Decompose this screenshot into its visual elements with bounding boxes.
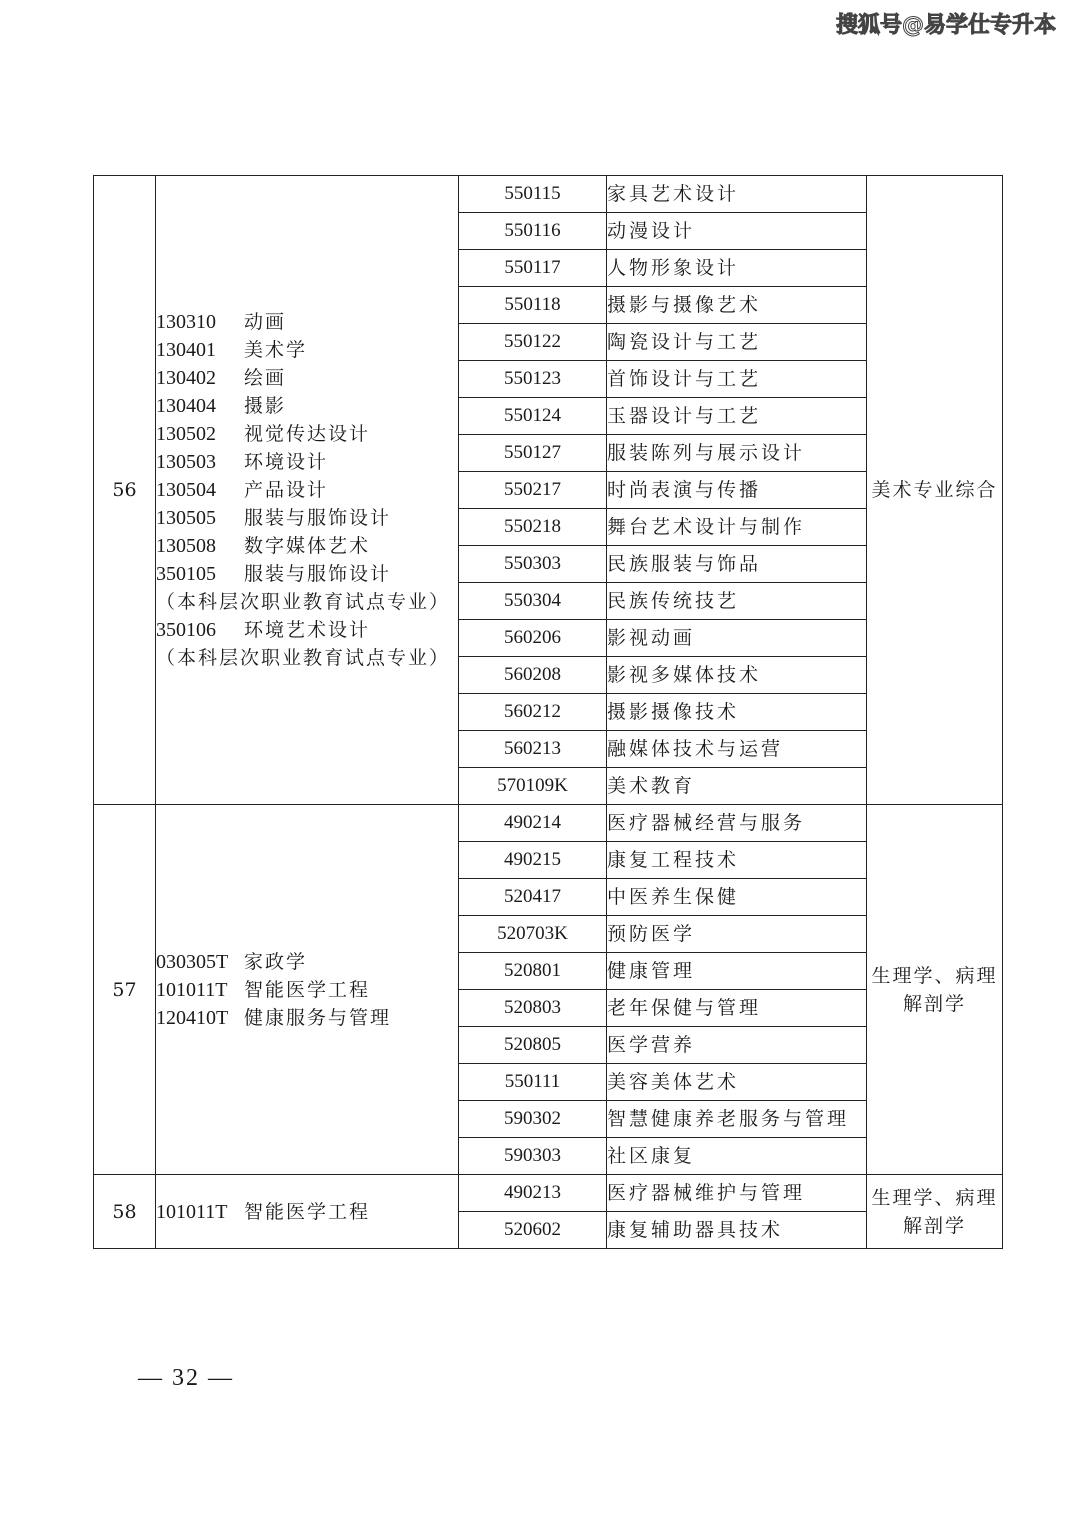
vocational-major-code: 560208 <box>459 657 607 694</box>
vocational-major-code: 550304 <box>459 583 607 620</box>
undergrad-major-item <box>156 392 458 420</box>
undergrad-major-item <box>156 948 458 976</box>
watermark-text: 搜狐号@易学仕专升本 <box>835 13 1056 38</box>
undergrad-major-code: 101011T <box>156 1200 228 1223</box>
undergrad-major-name: 健康服务与管理 <box>244 1006 392 1029</box>
undergrad-majors-cell <box>156 176 459 805</box>
exam-subject: 美术专业综合 <box>867 176 1003 805</box>
undergrad-major-name: 产品设计 <box>244 479 329 501</box>
vocational-major-name: 陶瓷设计与工艺 <box>607 324 867 361</box>
vocational-major-code: 590303 <box>459 1138 607 1175</box>
vocational-major-name: 影视多媒体技术 <box>607 657 867 694</box>
undergrad-major-name: 服装与服饰设计 <box>244 563 392 585</box>
undergrad-major-code: 130401 <box>156 339 216 361</box>
undergrad-major-code: 130404 <box>156 395 216 417</box>
group-number: 56 <box>94 176 156 805</box>
vocational-major-code: 550115 <box>459 176 607 213</box>
vocational-major-name: 影视动画 <box>607 620 867 657</box>
undergrad-major-code: 030305T <box>156 950 229 973</box>
undergrad-major-code: 130502 <box>156 423 216 445</box>
vocational-major-name: 家具艺术设计 <box>607 176 867 213</box>
vocational-major-name: 民族传统技艺 <box>607 583 867 620</box>
exam-subject: 生理学、病理解剖学 <box>867 805 1003 1175</box>
vocational-major-name: 医疗器械维护与管理 <box>607 1175 867 1212</box>
undergrad-major-item <box>156 308 458 336</box>
table-row <box>94 1175 1003 1212</box>
vocational-major-name: 智慧健康养老服务与管理 <box>607 1101 867 1138</box>
undergrad-majors-cell <box>156 1175 459 1249</box>
vocational-major-name: 预防医学 <box>607 916 867 953</box>
undergrad-major-item <box>156 976 458 1004</box>
undergrad-major-name: 服装与服饰设计 <box>244 507 392 529</box>
vocational-major-name: 首饰设计与工艺 <box>607 361 867 398</box>
vocational-major-code: 550117 <box>459 250 607 287</box>
undergrad-major-item <box>156 616 458 644</box>
exam-subject: 生理学、病理解剖学 <box>867 1175 1003 1249</box>
vocational-major-name: 舞台艺术设计与制作 <box>607 509 867 546</box>
vocational-major-code: 550123 <box>459 361 607 398</box>
undergrad-major-name: 环境艺术设计 <box>244 619 371 641</box>
vocational-major-code: 550122 <box>459 324 607 361</box>
vocational-major-name: 健康管理 <box>607 953 867 990</box>
undergrad-major-item <box>156 476 458 504</box>
undergrad-major-item <box>156 336 458 364</box>
undergrad-major-code: 130310 <box>156 311 216 333</box>
undergrad-major-name: 绘画 <box>244 367 287 389</box>
group-number: 58 <box>94 1175 156 1249</box>
group-number: 57 <box>94 805 156 1175</box>
vocational-major-name: 摄影摄像技术 <box>607 694 867 731</box>
vocational-major-name: 社区康复 <box>607 1138 867 1175</box>
undergrad-major-item <box>156 364 458 392</box>
vocational-major-code: 570109K <box>459 768 607 805</box>
undergrad-major-note: （本科层次职业教育试点专业） <box>156 647 451 669</box>
vocational-major-name: 融媒体技术与运营 <box>607 731 867 768</box>
undergrad-majors-cell <box>156 805 459 1175</box>
major-mapping-table <box>93 175 1003 1249</box>
vocational-major-name: 服装陈列与展示设计 <box>607 435 867 472</box>
vocational-major-code: 520703K <box>459 916 607 953</box>
undergrad-major-name: 数字媒体艺术 <box>244 535 371 557</box>
undergrad-major-code: 130508 <box>156 535 216 557</box>
vocational-major-code: 520805 <box>459 1027 607 1064</box>
vocational-major-code: 550124 <box>459 398 607 435</box>
vocational-major-code: 560212 <box>459 694 607 731</box>
vocational-major-name: 老年保健与管理 <box>607 990 867 1027</box>
vocational-major-name: 康复工程技术 <box>607 842 867 879</box>
vocational-major-code: 520602 <box>459 1212 607 1249</box>
undergrad-major-name: 智能医学工程 <box>244 978 371 1001</box>
vocational-major-code: 490214 <box>459 805 607 842</box>
undergrad-major-name: 摄影 <box>244 395 287 417</box>
vocational-major-code: 520803 <box>459 990 607 1027</box>
vocational-major-name: 时尚表演与传播 <box>607 472 867 509</box>
vocational-major-name: 民族服装与饰品 <box>607 546 867 583</box>
vocational-major-name: 动漫设计 <box>607 213 867 250</box>
undergrad-major-code: 350105 <box>156 563 216 585</box>
vocational-major-code: 590302 <box>459 1101 607 1138</box>
vocational-major-code: 490215 <box>459 842 607 879</box>
vocational-major-code: 550118 <box>459 287 607 324</box>
undergrad-major-name: 智能医学工程 <box>244 1200 371 1223</box>
undergrad-major-item <box>156 1004 458 1032</box>
undergrad-major-code: 350106 <box>156 619 216 641</box>
undergrad-major-code: 130505 <box>156 507 216 529</box>
vocational-major-code: 550218 <box>459 509 607 546</box>
table-row <box>94 805 1003 842</box>
undergrad-major-item <box>156 504 458 532</box>
vocational-major-name: 医学营养 <box>607 1027 867 1064</box>
undergrad-major-code: 130503 <box>156 451 216 473</box>
vocational-major-code: 560206 <box>459 620 607 657</box>
table-row <box>94 176 1003 213</box>
vocational-major-name: 玉器设计与工艺 <box>607 398 867 435</box>
vocational-major-name: 康复辅助器具技术 <box>607 1212 867 1249</box>
undergrad-major-name: 视觉传达设计 <box>244 423 371 445</box>
vocational-major-code: 560213 <box>459 731 607 768</box>
vocational-major-name: 中医养生保健 <box>607 879 867 916</box>
undergrad-major-item <box>156 420 458 448</box>
undergrad-major-name: 动画 <box>244 311 287 333</box>
vocational-major-code: 550127 <box>459 435 607 472</box>
vocational-major-code: 550217 <box>459 472 607 509</box>
undergrad-major-name: 环境设计 <box>244 451 329 473</box>
vocational-major-name: 美容美体艺术 <box>607 1064 867 1101</box>
undergrad-major-code: 120410T <box>156 1006 229 1029</box>
vocational-major-code: 550116 <box>459 213 607 250</box>
undergrad-major-code: 101011T <box>156 978 228 1001</box>
vocational-major-code: 550111 <box>459 1064 607 1101</box>
vocational-major-code: 490213 <box>459 1175 607 1212</box>
undergrad-major-item <box>156 532 458 560</box>
undergrad-major-item <box>156 560 458 588</box>
page-number: — 32 — <box>138 1365 234 1391</box>
vocational-major-code: 520417 <box>459 879 607 916</box>
vocational-major-name: 摄影与摄像艺术 <box>607 287 867 324</box>
vocational-major-code: 520801 <box>459 953 607 990</box>
vocational-major-name: 人物形象设计 <box>607 250 867 287</box>
vocational-major-code: 550303 <box>459 546 607 583</box>
undergrad-major-code: 130402 <box>156 367 216 389</box>
vocational-major-name: 美术教育 <box>607 768 867 805</box>
undergrad-major-item <box>156 448 458 476</box>
undergrad-major-item <box>156 1198 458 1226</box>
undergrad-major-name: 家政学 <box>244 950 308 973</box>
undergrad-major-code: 130504 <box>156 479 216 501</box>
undergrad-major-note: （本科层次职业教育试点专业） <box>156 591 451 613</box>
vocational-major-name: 医疗器械经营与服务 <box>607 805 867 842</box>
undergrad-major-name: 美术学 <box>244 339 308 361</box>
